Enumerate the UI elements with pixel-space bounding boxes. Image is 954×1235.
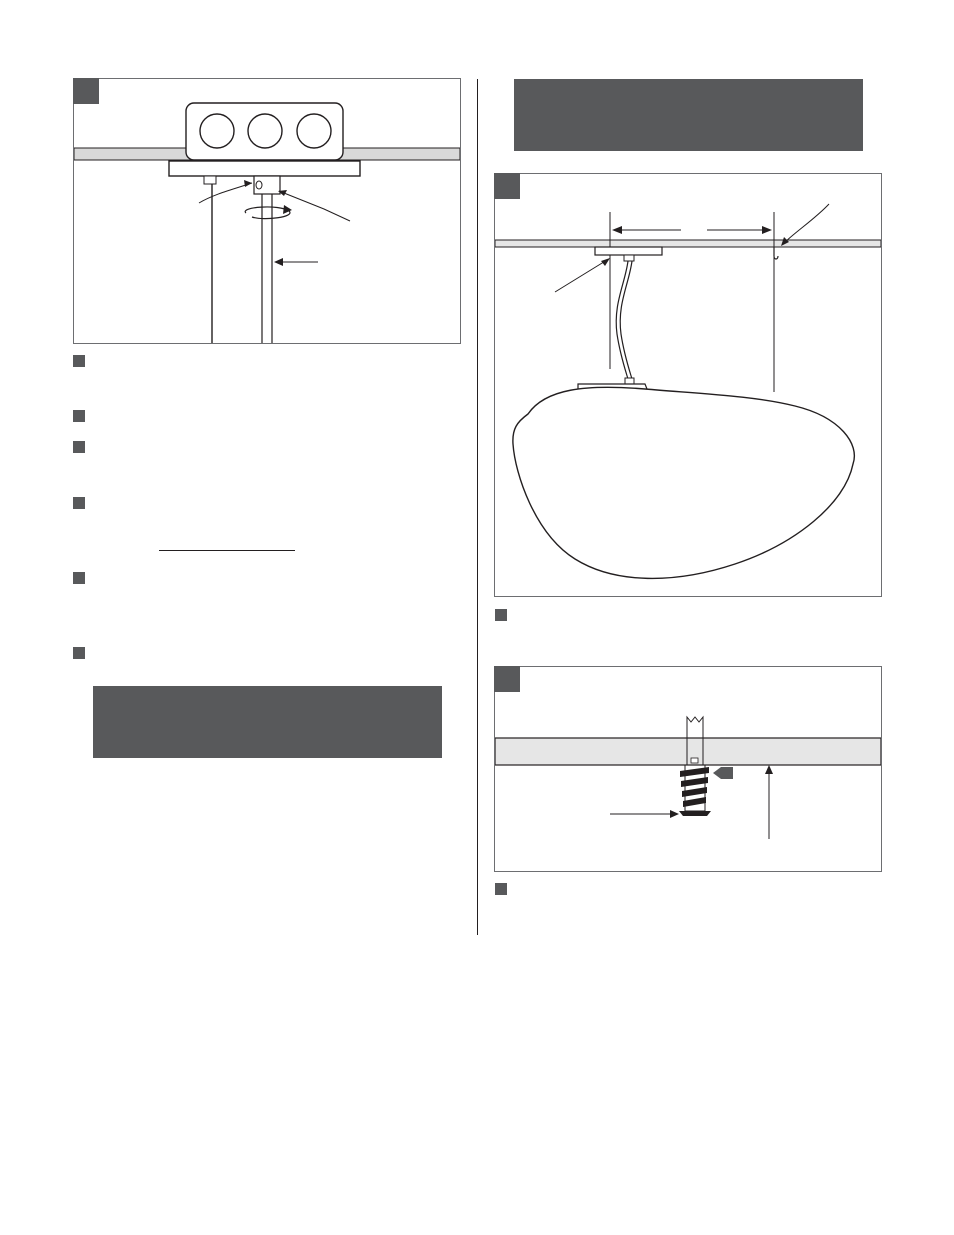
step-5-bullet — [73, 572, 85, 584]
figure-ceiling-box-panel — [73, 78, 461, 344]
pebble-shade-icon — [495, 174, 881, 596]
drywall-anchor-icon — [495, 667, 881, 871]
column-divider — [477, 79, 478, 935]
figure-step-tab — [73, 78, 99, 104]
step-2-bullet — [73, 410, 85, 422]
figure-hanging-shade-panel — [494, 173, 882, 597]
junction-box-icon — [74, 79, 460, 343]
right-note-box — [514, 79, 863, 151]
blank-underline — [159, 550, 295, 551]
step-6-bullet — [73, 647, 85, 659]
left-note-box — [93, 686, 442, 758]
step-3-bullet — [73, 441, 85, 453]
step-a-bullet — [495, 609, 507, 621]
step-1-bullet — [73, 355, 85, 367]
step-b-bullet — [495, 883, 507, 895]
step-4-bullet — [73, 497, 85, 509]
figure-step-tab — [494, 173, 520, 199]
figure-step-tab — [494, 666, 520, 692]
figure-anchor-panel — [494, 666, 882, 872]
